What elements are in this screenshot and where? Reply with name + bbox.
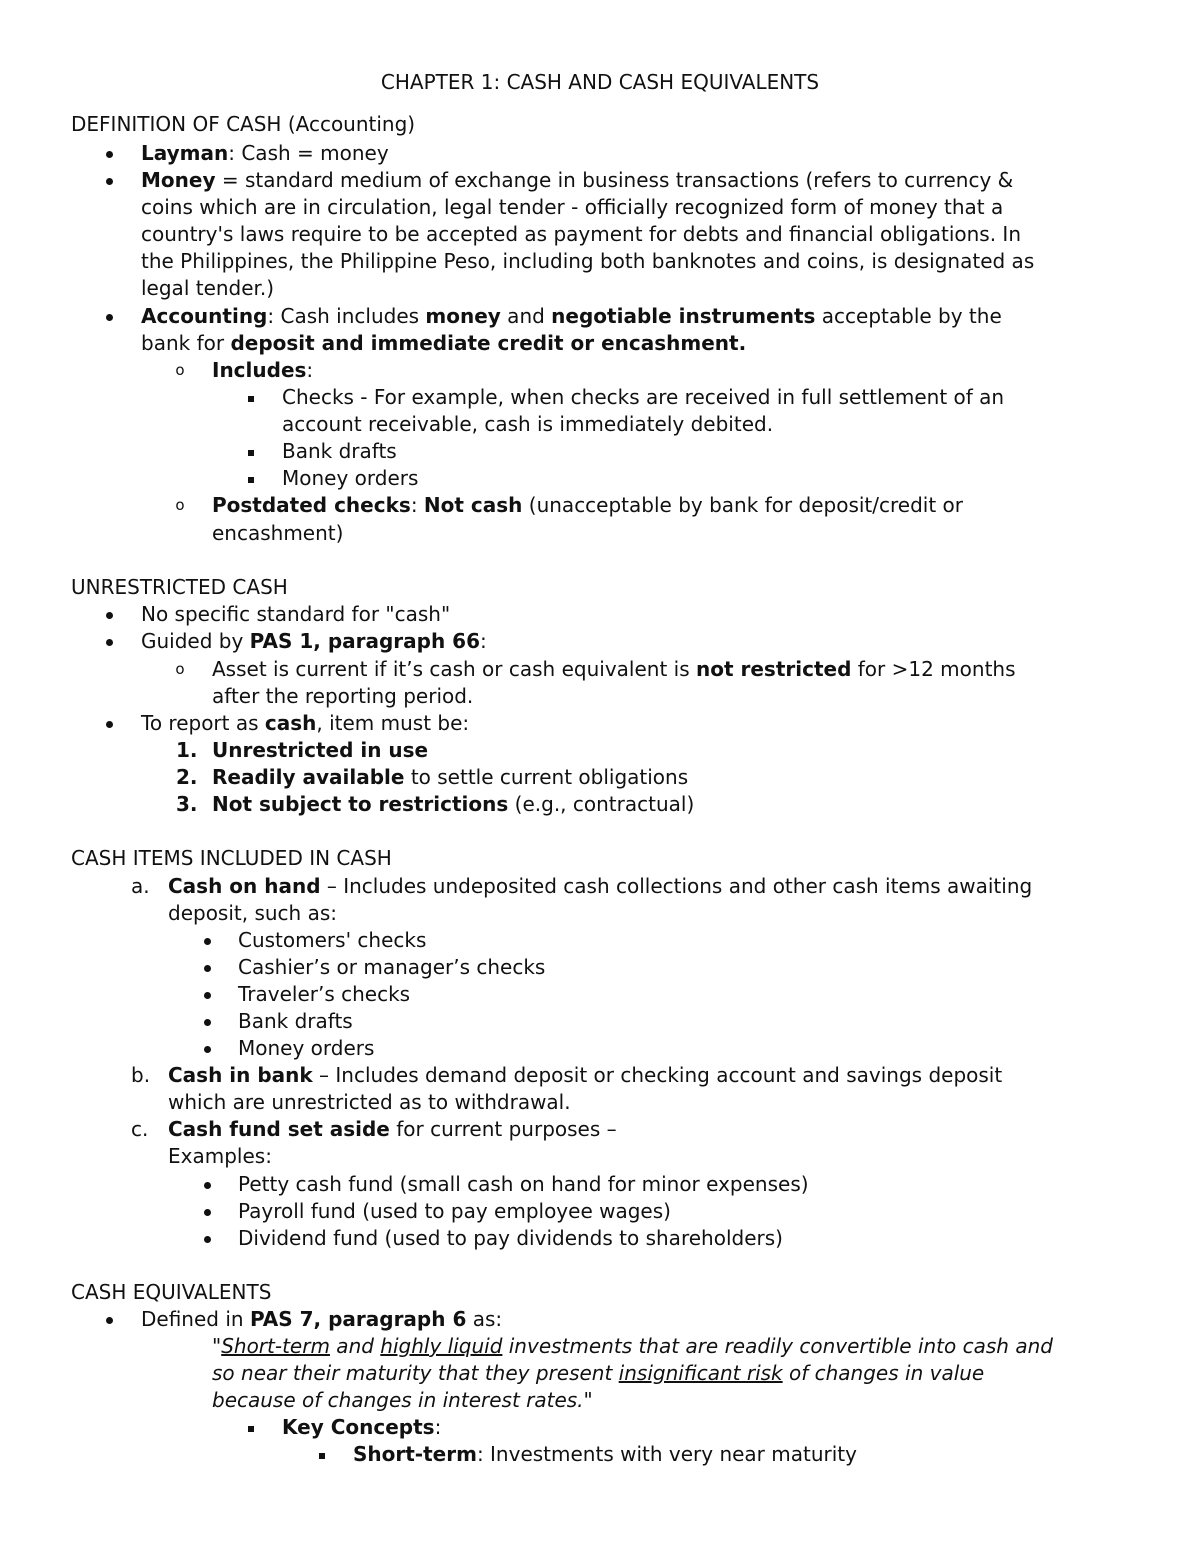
list-item-money: Money = standard medium of exchange in business transactions (refers to currency &	[141, 168, 1014, 192]
section-heading-cash-items: CASH ITEMS INCLUDED IN CASH	[71, 846, 392, 870]
square-bullet-icon	[236, 438, 266, 465]
list-item: Bank drafts	[238, 1009, 353, 1033]
bullet-icon	[192, 1198, 222, 1225]
text-line: account receivable, cash is immediately debited.	[282, 412, 774, 436]
bullet-icon	[192, 1171, 222, 1198]
list-item-postdated: Postdated checks: Not cash (unacceptable by bank for deposit/credit or	[212, 493, 963, 517]
text-line: encashment)	[212, 521, 344, 545]
square-bullet-icon	[236, 1414, 266, 1441]
bullet-icon	[192, 1225, 222, 1252]
bullet-icon	[94, 140, 124, 167]
list-item: Money orders	[238, 1036, 375, 1060]
bullet-icon	[192, 954, 222, 981]
numbered-item: Readily available to settle current obligations	[212, 765, 689, 789]
text-line: so near their maturity that they present insignificant risk of changes in value	[212, 1361, 985, 1385]
square-bullet-icon	[236, 384, 266, 411]
text-line: because of changes in interest rates."	[212, 1388, 593, 1412]
list-item: Cashier’s or manager’s checks	[238, 955, 546, 979]
text-line: the Philippines, the Philippine Peso, including both banknotes and coins, is designated as	[141, 249, 1035, 273]
list-item: Checks - For example, when checks are received in full settlement of an	[282, 385, 1005, 409]
list-item: Payroll fund (used to pay employee wages)	[238, 1199, 671, 1223]
definition-quote: "Short-term and highly liquid investments that are readily convertible into cash and	[212, 1334, 1053, 1358]
section-heading-unrestricted: UNRESTRICTED CASH	[71, 575, 288, 599]
text-line: legal tender.)	[141, 276, 275, 300]
text-line: bank for deposit and immediate credit or encashment.	[141, 331, 747, 355]
section-heading-equivalents: CASH EQUIVALENTS	[71, 1280, 272, 1304]
list-item-cash-fund: Cash fund set aside for current purposes –	[168, 1117, 617, 1141]
list-item: To report as cash, item must be:	[141, 711, 470, 735]
list-item-includes: Includes:	[212, 358, 314, 382]
text-line: coins which are in circulation, legal tender - officially recognized form of money that a	[141, 195, 1004, 219]
list-item: Traveler’s checks	[238, 982, 411, 1006]
list-item: Money orders	[282, 466, 419, 490]
list-number: 2.	[176, 765, 198, 789]
text-line: which are unrestricted as to withdrawal.	[168, 1090, 571, 1114]
circle-bullet-icon: o	[175, 361, 185, 379]
text-line: after the reporting period.	[212, 684, 474, 708]
text-line: country's laws require to be accepted as payment for debts and financial obligations. In	[141, 222, 1021, 246]
bullet-icon	[94, 628, 124, 655]
page-title: CHAPTER 1: CASH AND CASH EQUIVALENTS	[380, 70, 820, 94]
bullet-icon	[192, 1008, 222, 1035]
bullet-icon	[192, 1035, 222, 1062]
list-item-short-term: Short-term: Investments with very near maturity	[353, 1442, 857, 1466]
list-number: 1.	[176, 738, 198, 762]
list-item-layman: Layman: Cash = money	[141, 141, 389, 165]
list-letter: a.	[131, 874, 150, 898]
text-line: deposit, such as:	[168, 901, 338, 925]
list-item: Asset is current if it’s cash or cash equivalent is not restricted for >12 months	[212, 657, 1016, 681]
bullet-icon	[94, 303, 124, 330]
bullet-icon	[192, 981, 222, 1008]
list-item: Petty cash fund (small cash on hand for minor expenses)	[238, 1172, 809, 1196]
bullet-icon	[94, 167, 124, 194]
circle-bullet-icon: o	[175, 660, 185, 678]
list-item: Defined in PAS 7, paragraph 6 as:	[141, 1307, 503, 1331]
square-bullet-icon	[236, 465, 266, 492]
bullet-icon	[94, 601, 124, 628]
square-bullet-icon	[307, 1441, 337, 1468]
bullet-icon	[94, 1306, 124, 1333]
numbered-item: Not subject to restrictions (e.g., contractual)	[212, 792, 695, 816]
bullet-icon	[192, 927, 222, 954]
list-letter: c.	[131, 1117, 149, 1141]
list-item: Customers' checks	[238, 928, 427, 952]
list-item-key-concepts: Key Concepts:	[282, 1415, 442, 1439]
circle-bullet-icon: o	[175, 496, 185, 514]
list-item: No specific standard for "cash"	[141, 602, 451, 626]
section-heading-definition: DEFINITION OF CASH (Accounting)	[71, 112, 416, 136]
list-item-cash-on-hand: Cash on hand – Includes undeposited cash collections and other cash items awaiting	[168, 874, 1033, 898]
list-item: Bank drafts	[282, 439, 397, 463]
list-letter: b.	[131, 1063, 151, 1087]
list-item: Dividend fund (used to pay dividends to shareholders)	[238, 1226, 783, 1250]
list-item-accounting: Accounting: Cash includes money and negotiable instruments acceptable by the	[141, 304, 1002, 328]
list-item-cash-in-bank: Cash in bank – Includes demand deposit or checking account and savings deposit	[168, 1063, 1003, 1087]
bullet-icon	[94, 710, 124, 737]
list-number: 3.	[176, 792, 198, 816]
numbered-item: Unrestricted in use	[212, 738, 429, 762]
list-item: Guided by PAS 1, paragraph 66:	[141, 629, 487, 653]
text-line: Examples:	[168, 1144, 272, 1168]
